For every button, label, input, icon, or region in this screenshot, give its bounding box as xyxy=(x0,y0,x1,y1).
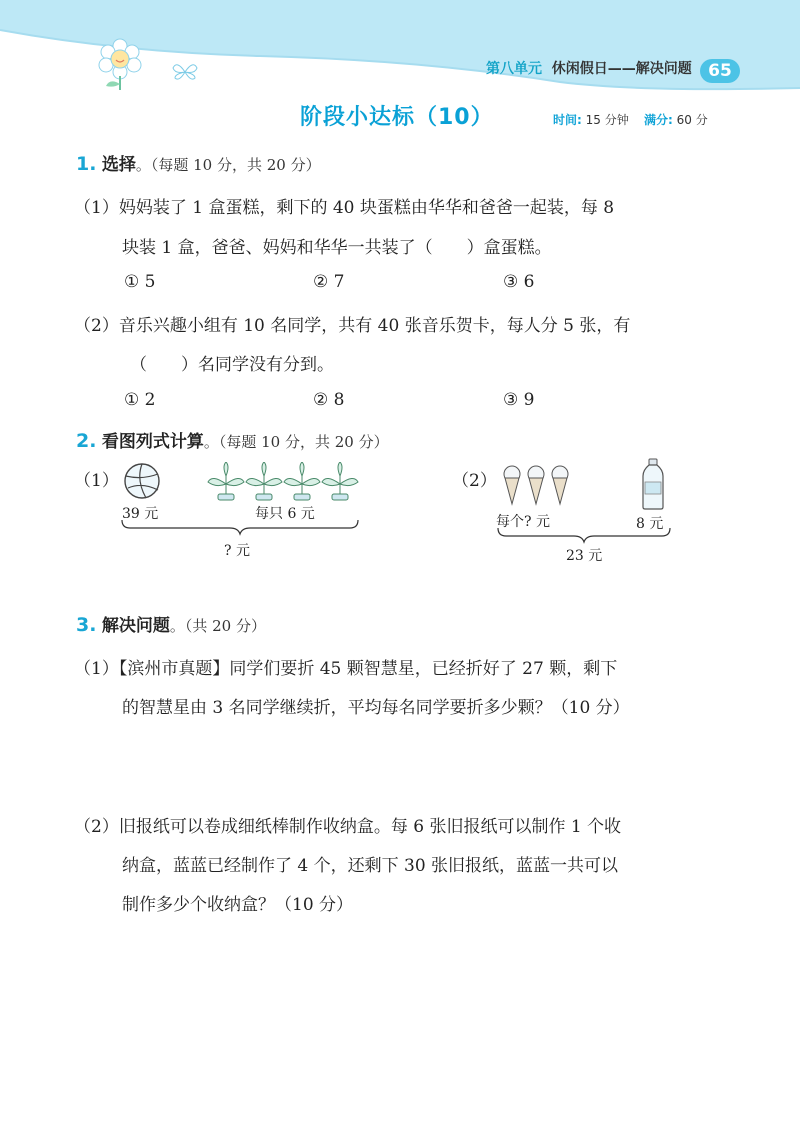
flower-icon xyxy=(92,38,148,90)
section1-title: 选择 xyxy=(101,155,136,175)
s3-q1-line1: （1）【滨州市真题】同学们要折 45 颗智慧星，已经折好了 27 颗，剩下 xyxy=(74,659,618,679)
s1-q1-line1: （1）妈妈装了 1 盒蛋糕，剩下的 40 块蛋糕由华华和爸爸一起装，每 8 xyxy=(74,198,615,218)
section3-number: 3. xyxy=(76,614,97,636)
time-score-info xyxy=(553,111,708,128)
page-title: 阶段小达标（10） xyxy=(300,105,494,130)
ice-cream-icon xyxy=(500,464,572,508)
unit-label: 第八单元 xyxy=(486,61,542,77)
page-number-badge: 65 xyxy=(700,59,740,83)
fig2-bottle-price: 8 元 xyxy=(636,516,664,532)
fig2-brace xyxy=(496,526,672,544)
fig2-total: 23 元 xyxy=(566,548,603,564)
s1-q1-option-3: ③ 6 xyxy=(503,272,535,292)
section2-number: 2. xyxy=(76,430,97,452)
unit-header xyxy=(486,58,692,78)
section1-note: 。（每题 10 分，共 20 分） xyxy=(135,156,321,174)
score-value: 60 分 xyxy=(676,113,708,127)
s1-q2-line2: （ ）名同学没有分到。 xyxy=(130,355,334,375)
fig1-total: ? 元 xyxy=(224,543,250,559)
section3-note: 。（共 20 分） xyxy=(169,617,266,635)
time-label: 时间: xyxy=(553,113,582,127)
unit-subtitle: 休闲假日——解决问题 xyxy=(551,61,692,77)
fig1-brace xyxy=(120,518,360,536)
s1-q1-option-2: ② 7 xyxy=(313,272,345,292)
section3-title: 解决问题 xyxy=(101,616,170,636)
fig1-label: （1） xyxy=(74,471,119,491)
s1-q1-option-1: ① 5 xyxy=(124,272,156,292)
section1-heading xyxy=(76,150,321,175)
s1-q1-line2: 块装 1 盒，爸爸、妈妈和华华一共装了（ ）盒蛋糕。 xyxy=(122,238,552,258)
s1-q2-option-1: ① 2 xyxy=(124,390,156,410)
score-label: 满分: xyxy=(644,113,673,127)
s3-q2-line3: 制作多少个收纳盒？（10 分） xyxy=(122,895,354,915)
section2-note: 。（每题 10 分，共 20 分） xyxy=(203,433,389,451)
fig2-icecream-price: 每个? 元 xyxy=(496,514,550,530)
section2-title: 看图列式计算 xyxy=(101,432,204,452)
s1-q2-option-3: ③ 9 xyxy=(503,390,535,410)
time-value: 15 分钟 xyxy=(585,113,629,127)
section1-number: 1. xyxy=(76,153,97,175)
section3-heading xyxy=(76,611,266,636)
butterfly-icon xyxy=(172,62,198,82)
volleyball-icon xyxy=(122,462,162,500)
fig2-label: （2） xyxy=(452,471,497,491)
s3-q1-line2: 的智慧星由 3 名同学继续折，平均每名同学要折多少颗？（10 分） xyxy=(122,698,630,718)
s3-q2-line1: （2）旧报纸可以卷成细纸棒制作收纳盒。每 6 张旧报纸可以制作 1 个收 xyxy=(74,817,622,837)
s1-q2-option-2: ② 8 xyxy=(313,390,345,410)
plants-icon xyxy=(206,462,366,502)
fig1-ball-price: 39 元 xyxy=(122,506,159,522)
section2-heading xyxy=(76,427,389,452)
s3-q2-line2: 纳盒，蓝蓝已经制作了 4 个，还剩下 30 张旧报纸，蓝蓝一共可以 xyxy=(122,856,619,876)
bottle-icon xyxy=(640,458,666,510)
fig1-plant-price: 每只 6 元 xyxy=(255,506,315,522)
s1-q2-line1: （2）音乐兴趣小组有 10 名同学，共有 40 张音乐贺卡，每人分 5 张，有 xyxy=(74,316,631,336)
